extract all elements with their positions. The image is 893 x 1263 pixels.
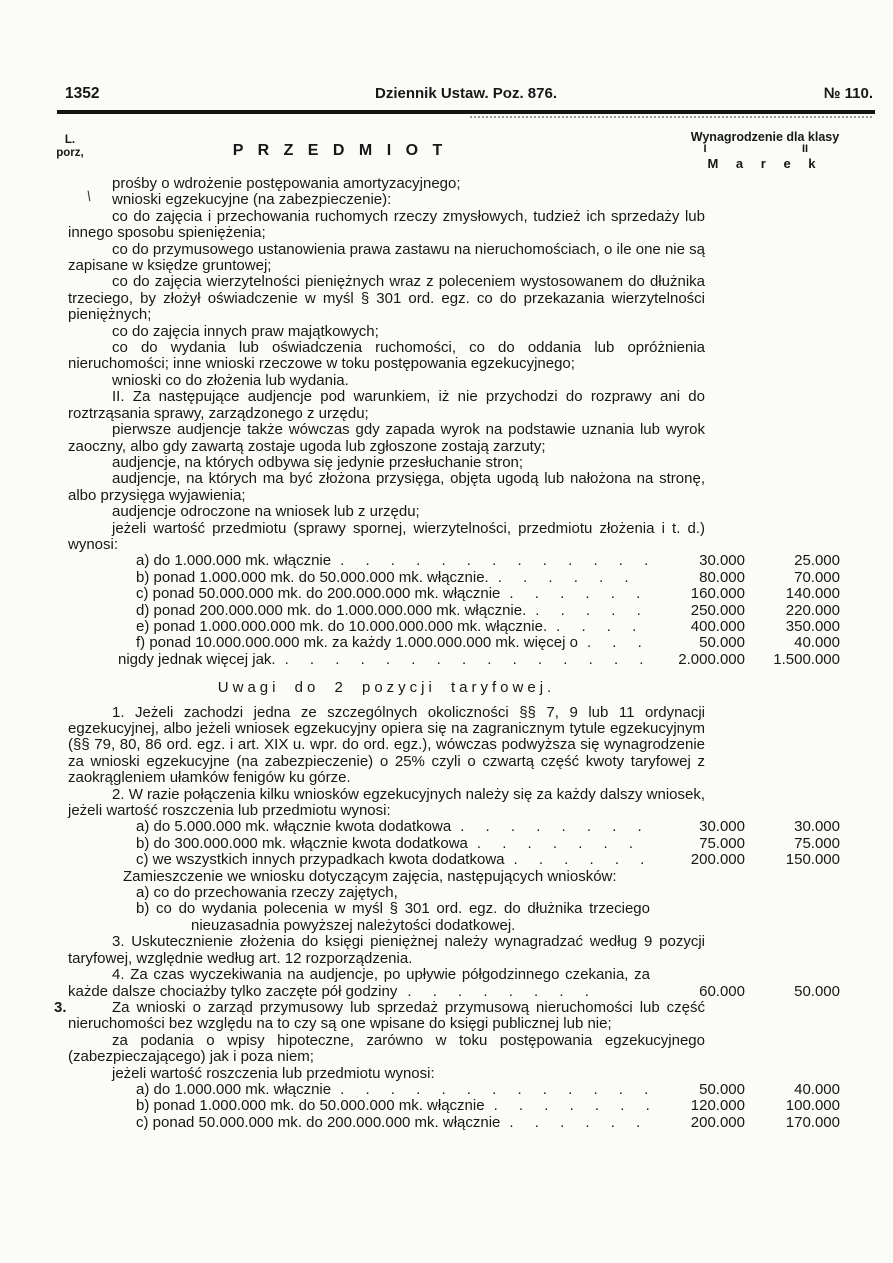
item-text: a) do 1.000.000 mk. włącznie bbox=[136, 553, 332, 570]
fee-class1-value: 50.000 bbox=[699, 634, 745, 652]
fee-class2-value: 220.000 bbox=[785, 601, 840, 619]
item-text-wrap bbox=[68, 652, 650, 668]
paragraph bbox=[68, 869, 840, 885]
paragraph-text: II. Za następujące audjencje pod warunkiem, iż nie przychodzi do rozprawy ani do roztrząsania sprawy, zarządzonego z urzędu; bbox=[68, 388, 705, 422]
dot-leader bbox=[276, 652, 650, 668]
fee-class1-value: 160.000 bbox=[690, 585, 745, 603]
fee-class2-value: 75.000 bbox=[794, 834, 840, 852]
fee-column-header bbox=[655, 131, 875, 171]
paragraph-text bbox=[68, 967, 650, 1000]
paragraph-text: Za wnioski o zarząd przymusowy lub sprzedaż przymusową nieruchomości lub część nieruchomości bez względu na to czy są one wpisane do księgi publicznej lub nie; bbox=[68, 998, 705, 1033]
paragraph-text: co do zajęcia innych praw majątkowych; bbox=[112, 322, 379, 340]
dot-leader bbox=[451, 819, 650, 835]
fee-class1-value: 200.000 bbox=[690, 851, 745, 869]
paragraph-text: 1. Jeżeli zachodzi jedna ze szczególnych okoliczności §§ 7, 9 lub 11 ordynacji egzekucyjnej, albo jeżeli wniosek egzekucyjny opiera się na zagranicznym tytule egzekucyjnym (§§ 79, 80, 86 ord. egz. i art. XIX u. wpr. do ord. egz.), wówczas podwyższa się wynagrodzenie za wnioski egzekucyjne (na zabezpieczenie) o 25% czyli o czwartą część kwoty taryfowej z zaokrągleniem ułamków fenigów ku górze. bbox=[68, 703, 705, 787]
paragraph-text: co do wydania lub oświadczenia ruchomości, co do oddania lub opróżnienia nieruchomości; inne wnioski rzeczowe w toku postępowania egzekucyjnego; bbox=[68, 339, 705, 373]
currency-label: M a r e k bbox=[707, 155, 823, 171]
tariff-paragraph-row bbox=[68, 967, 840, 1000]
paragraph bbox=[68, 176, 840, 192]
issue-number: № 110. bbox=[823, 85, 873, 102]
paragraph-text: Zamieszczenie we wniosku dotyczącym zajęcia, następujących wniosków: bbox=[123, 867, 617, 885]
dot-leader bbox=[489, 570, 650, 586]
page-number: 1352 bbox=[65, 85, 100, 102]
fee-column-title: Wynagrodzenie dla klasy bbox=[690, 130, 840, 144]
fee-class2-value: 40.000 bbox=[794, 1080, 840, 1098]
margin-item-number: 3. bbox=[54, 998, 67, 1016]
paragraph bbox=[68, 373, 840, 389]
item-text: nigdy jednak więcej jak. bbox=[118, 651, 276, 668]
table-column-headers bbox=[0, 130, 893, 176]
paragraph-text: prośby o wdrożenie postępowania amortyzacyjnego; bbox=[112, 175, 461, 192]
fee-class1-value bbox=[650, 901, 745, 934]
tariff-item-row bbox=[68, 852, 840, 868]
fee-class2-value: 150.000 bbox=[785, 851, 840, 869]
sub-item-row bbox=[68, 901, 840, 934]
fee-class2-value: 1.500.000 bbox=[773, 650, 840, 668]
paragraph-text: co do przymusowego ustanowienia prawa zastawu na nieruchomościach, o ile one nie są zapisane w księdze gruntowej; bbox=[68, 240, 705, 275]
paragraph-text: pierwsze audjencje także wówczas gdy zapada wyrok na podstawie uznania lub wyrok zaoczny, albo gdy zawartą zostaje ugoda lub zgłoszone zostają zarzuty; bbox=[68, 421, 705, 455]
paragraph bbox=[68, 455, 840, 471]
paragraph-text: 2. W razie połączenia kilku wniosków egzekucyjnych należy się za każdy dalszy wniosek, jeżeli wartość roszczenia lub przedmiotu wynosi: bbox=[68, 785, 705, 820]
paragraph-text: audjencje odroczone na wniosek lub z urzędu; bbox=[112, 503, 420, 521]
fee-class1-value: 30.000 bbox=[699, 552, 745, 570]
dot-leader bbox=[468, 836, 650, 852]
header-rule-dashed bbox=[470, 116, 872, 118]
tariff-body bbox=[40, 176, 840, 1131]
tariff-item-row bbox=[68, 586, 840, 602]
lp-column-header-line1: L. bbox=[64, 134, 76, 146]
dot-leader bbox=[485, 1098, 650, 1114]
fee-class2-value: 170.000 bbox=[785, 1113, 840, 1131]
item-text-wrap bbox=[68, 901, 650, 934]
fee-class1-value: 50.000 bbox=[699, 1080, 745, 1098]
paragraph bbox=[68, 1066, 840, 1082]
item-text-wrap bbox=[68, 553, 650, 569]
sub-item-row bbox=[68, 885, 840, 901]
dot-leader bbox=[397, 983, 597, 1000]
item-text-wrap bbox=[68, 570, 650, 586]
item-text: b) co do wydania polecenia w myśl § 301 ord. egz. do dłużnika trzeciego nieuzasadnia powyższej należytości dodatkowej. bbox=[136, 901, 650, 934]
item-text: b) ponad 1.000.000 mk. do 50.000.000 mk. włącznie. bbox=[136, 569, 489, 586]
dot-leader bbox=[500, 1115, 650, 1131]
fee-class1-value: 200.000 bbox=[690, 1113, 745, 1131]
paragraph bbox=[68, 705, 840, 787]
fee-class2-label: II bbox=[801, 143, 809, 155]
paragraph bbox=[68, 471, 840, 504]
running-head bbox=[57, 86, 875, 104]
subject-column-header: P R Z E D M I O T bbox=[232, 142, 448, 159]
lp-column-header-line2: porz, bbox=[56, 146, 84, 159]
fee-class2-value bbox=[745, 901, 840, 934]
item-text: e) ponad 1.000.000.000 mk. do 10.000.000.000 mk. włącznie. bbox=[136, 618, 548, 635]
dot-leader bbox=[331, 1082, 650, 1098]
fee-class2-value: 30.000 bbox=[794, 818, 840, 836]
paragraph bbox=[68, 422, 840, 455]
tariff-item-row bbox=[68, 836, 840, 852]
fee-class2-value: 140.000 bbox=[785, 585, 840, 603]
paragraph bbox=[68, 934, 840, 967]
section-heading: Uwagi do 2 pozycji taryfowej. bbox=[217, 679, 556, 697]
tariff-limit-row bbox=[68, 652, 840, 668]
tariff-item-row bbox=[68, 619, 840, 635]
dot-leader bbox=[578, 635, 650, 651]
fee-class1-value: 2.000.000 bbox=[678, 650, 745, 668]
fee-class1-value: 75.000 bbox=[699, 834, 745, 852]
paragraph bbox=[68, 242, 840, 275]
item-text-wrap bbox=[68, 836, 650, 852]
fee-class1-value: 30.000 bbox=[699, 818, 745, 836]
tariff-item-row bbox=[68, 1082, 840, 1098]
tariff-item-row bbox=[68, 1098, 840, 1114]
item-text: c) ponad 50.000.000 mk. do 200.000.000 mk. włącznie bbox=[136, 1114, 501, 1131]
paragraph bbox=[68, 504, 840, 520]
paragraph-text: co do zajęcia wierzytelności pieniężnych wraz z poleceniem wystosowanem do dłużnika trzeciego, by złożył oświadczenie w myśl § 301 ord. egz. co do przekazania wierzytelności pieniężnych; bbox=[68, 273, 705, 324]
header-rule bbox=[57, 110, 875, 114]
dot-leader bbox=[505, 852, 651, 868]
dot-leader bbox=[526, 603, 650, 619]
tariff-item-row bbox=[68, 603, 840, 619]
item-text-wrap bbox=[68, 603, 650, 619]
item-text-wrap bbox=[68, 586, 650, 602]
item-text-wrap bbox=[68, 1082, 650, 1098]
fee-class2-value: 70.000 bbox=[794, 568, 840, 586]
paragraph bbox=[68, 324, 840, 340]
paragraph-text: co do zajęcia i przechowania ruchomych rzeczy zmysłowych, tudzież ich sprzedaży lub innego sposobu spieniężenia; bbox=[68, 207, 705, 242]
item-text-wrap bbox=[68, 619, 650, 635]
item-text: b) ponad 1.000.000 mk. do 50.000.000 mk. włącznie bbox=[136, 1098, 485, 1115]
paragraph bbox=[68, 521, 840, 554]
paragraph-text: audjencje, na których ma być złożona przysięga, objęta ugodą lub nałożona na stronę, albo przysięga wyjawienia; bbox=[68, 470, 705, 504]
paragraph-text: wnioski co do złożenia lub wydania. bbox=[112, 371, 349, 389]
fee-class1-value: 80.000 bbox=[699, 568, 745, 586]
fee-class2-value: 40.000 bbox=[794, 634, 840, 652]
item-text: b) do 300.000.000 mk. włącznie kwota dodatkowa bbox=[136, 835, 468, 852]
dot-leader bbox=[500, 586, 650, 602]
item-text: d) ponad 200.000.000 mk. do 1.000.000.000 mk. włącznie. bbox=[136, 602, 527, 619]
paragraph bbox=[68, 340, 840, 373]
item-text: f) ponad 10.000.000.000 mk. za każdy 1.000.000.000 mk. więcej o bbox=[136, 635, 578, 652]
tariff-item-row bbox=[68, 635, 840, 651]
fee-class1-value: 120.000 bbox=[690, 1097, 745, 1115]
item-text-wrap bbox=[68, 819, 650, 835]
tariff-item-row bbox=[68, 570, 840, 586]
fee-class-labels bbox=[655, 144, 875, 156]
paragraph-text: 3. Uskutecznienie złożenia do księgi pieniężnej należy wynagradzać według 9 pozycji taryfowej, względnie według art. 12 rozporządzenia. bbox=[68, 933, 705, 967]
item-text-wrap bbox=[68, 1098, 650, 1114]
paragraph bbox=[68, 192, 840, 208]
dot-leader bbox=[331, 553, 650, 569]
tariff-item-row bbox=[68, 553, 840, 569]
fee-class1-value: 60.000 bbox=[699, 982, 745, 1000]
paragraph bbox=[68, 389, 840, 422]
tariff-item-row bbox=[68, 819, 840, 835]
fee-class2-value: 350.000 bbox=[785, 617, 840, 635]
paragraph bbox=[68, 1033, 840, 1066]
item-text: a) do 1.000.000 mk. włącznie bbox=[136, 1081, 332, 1098]
fee-class2-value: 50.000 bbox=[794, 982, 840, 1000]
paragraph-text-content: 4. Za czas wyczekiwania na audjencje, po upływie półgodzinnego czekania, za każde dalsze chociażby tylko zaczęte pół godziny bbox=[68, 966, 650, 1000]
fee-class1-value: 400.000 bbox=[690, 617, 745, 635]
paragraph-text: jeżeli wartość roszczenia lub przedmiotu wynosi: bbox=[112, 1064, 435, 1082]
item-text-wrap bbox=[68, 885, 650, 901]
item-text: a) do 5.000.000 mk. włącznie kwota dodatkowa bbox=[136, 819, 452, 836]
paragraph-text: za podania o wpisy hipoteczne, zarówno w toku postępowania egzekucyjnego (zabezpieczającego) jak i poza niem; bbox=[68, 1031, 705, 1066]
paragraph-text: wnioski egzekucyjne (na zabezpieczenie): bbox=[112, 191, 392, 209]
fee-class2-value: 100.000 bbox=[785, 1097, 840, 1115]
paragraph bbox=[68, 209, 840, 242]
item-text: c) ponad 50.000.000 mk. do 200.000.000 mk. włącznie bbox=[136, 586, 501, 603]
fee-class2-value bbox=[745, 885, 840, 901]
item-text-wrap bbox=[68, 852, 650, 868]
item-text: c) we wszystkich innych przypadkach kwota dodatkowa bbox=[136, 852, 505, 869]
paragraph bbox=[68, 787, 840, 820]
fee-class1-value: 250.000 bbox=[690, 601, 745, 619]
journal-title: Dziennik Ustaw. Poz. 876. bbox=[375, 85, 557, 102]
fee-class2-value: 25.000 bbox=[794, 552, 840, 570]
item-text-wrap bbox=[68, 635, 650, 651]
paragraph bbox=[68, 274, 840, 323]
fee-class1-label: I bbox=[703, 143, 707, 155]
tariff-item-row bbox=[68, 1115, 840, 1131]
paragraph-text: audjencje, na których odbywa się jedynie przesłuchanie stron; bbox=[112, 453, 524, 471]
paragraph-text: jeżeli wartość przedmiotu (sprawy spornej, wierzytelności, przedmiotu złożenia i t. d.) wynosi: bbox=[68, 519, 705, 553]
item-text-wrap bbox=[68, 1115, 650, 1131]
fee-class1-value bbox=[650, 885, 745, 901]
dot-leader bbox=[547, 619, 650, 635]
lp-column-header bbox=[48, 134, 92, 159]
paragraph bbox=[54, 998, 840, 1033]
margin-mark: \ bbox=[86, 187, 92, 205]
item-text: a) co do przechowania rzeczy zajętych, bbox=[136, 885, 398, 902]
